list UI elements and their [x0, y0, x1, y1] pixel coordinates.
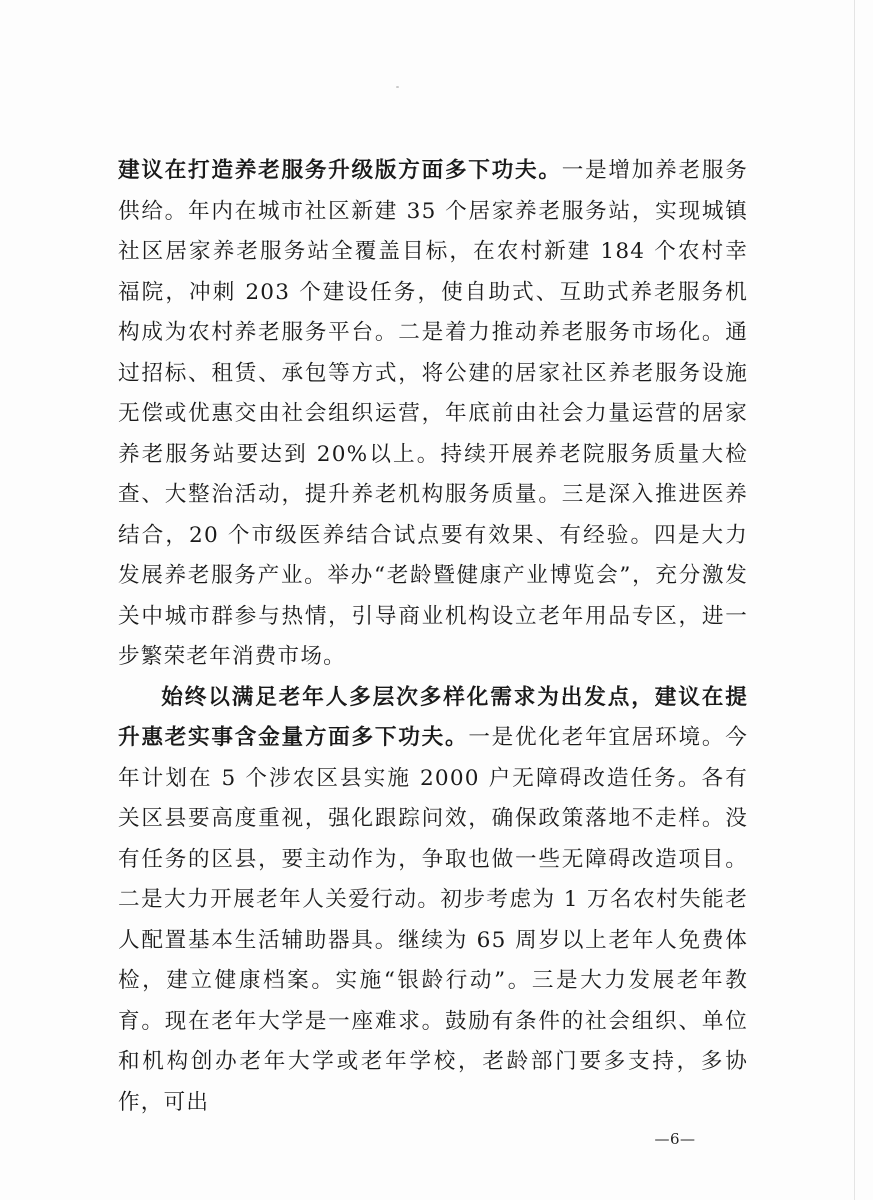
- page-number: —6—: [654, 1130, 696, 1148]
- paragraph-1-lead: 建议在打造养老服务升级版方面多下功夫。: [118, 158, 562, 183]
- scan-speck: [396, 86, 399, 88]
- paragraph-1-text: 一是增加养老服务供给。年内在城市社区新建 35 个居家养老服务站，实现城镇社区居家养老服务站全覆盖目标，在农村新建 184 个农村幸福院，冲刺 203 个建设任务，使自助式、互助式养老服务机构成为农村养老服务平台。二是着力推动养老服务市场化。通过招标、租赁、承包等方式，将公建的居家社区养老服务设施无偿或优惠交由社会组织运营，年底前由社会力量运营的居家养老服务站要达到 20%以上。持续开展养老院服务质量大检查、大整治活动，提升养老机构服务质量。三是深入推进医养结合，20 个市级医养结合试点要有效果、有经验。四是大力发展养老服务产业。举办“老龄暨健康产业博览会”，充分激发关中城市群参与热情，引导商业机构设立老年用品专区，进一步繁荣老年消费市场。: [118, 158, 748, 669]
- paragraph-2-lead-normal: 始终以满足老年人多层次多样化需求为出发点，: [161, 684, 655, 710]
- scan-edge-line: [854, 0, 855, 1200]
- paragraph-2-text: 一是优化老年宜居环境。今年计划在 5 个涉农区县实施 2000 户无障碍改造任务。各有关区县要高度重视，强化跟踪问效，确保政策落地不走样。没有任务的区县，要主动作为，争取也做一些无障碍改造项目。二是大力开展老年人关爱行动。初步考虑为 1 万名农村失能老人配置基本生活辅助器具。继续为 65 周岁以上老年人免费体检，建立健康档案。实施“银龄行动”。三是大力发展老年教育。现在老年大学是一座难求。鼓励有条件的社会组织、单位和机构创办老年大学或老年学校，老龄部门要多支持，多协作，可出: [118, 725, 748, 1115]
- document-body: [118, 151, 748, 1123]
- paragraph-2-lead: 建议在提升惠老实事含金量方面多下功夫。: [118, 684, 748, 750]
- paragraph-1: [118, 151, 748, 678]
- paragraph-2: [118, 678, 748, 1124]
